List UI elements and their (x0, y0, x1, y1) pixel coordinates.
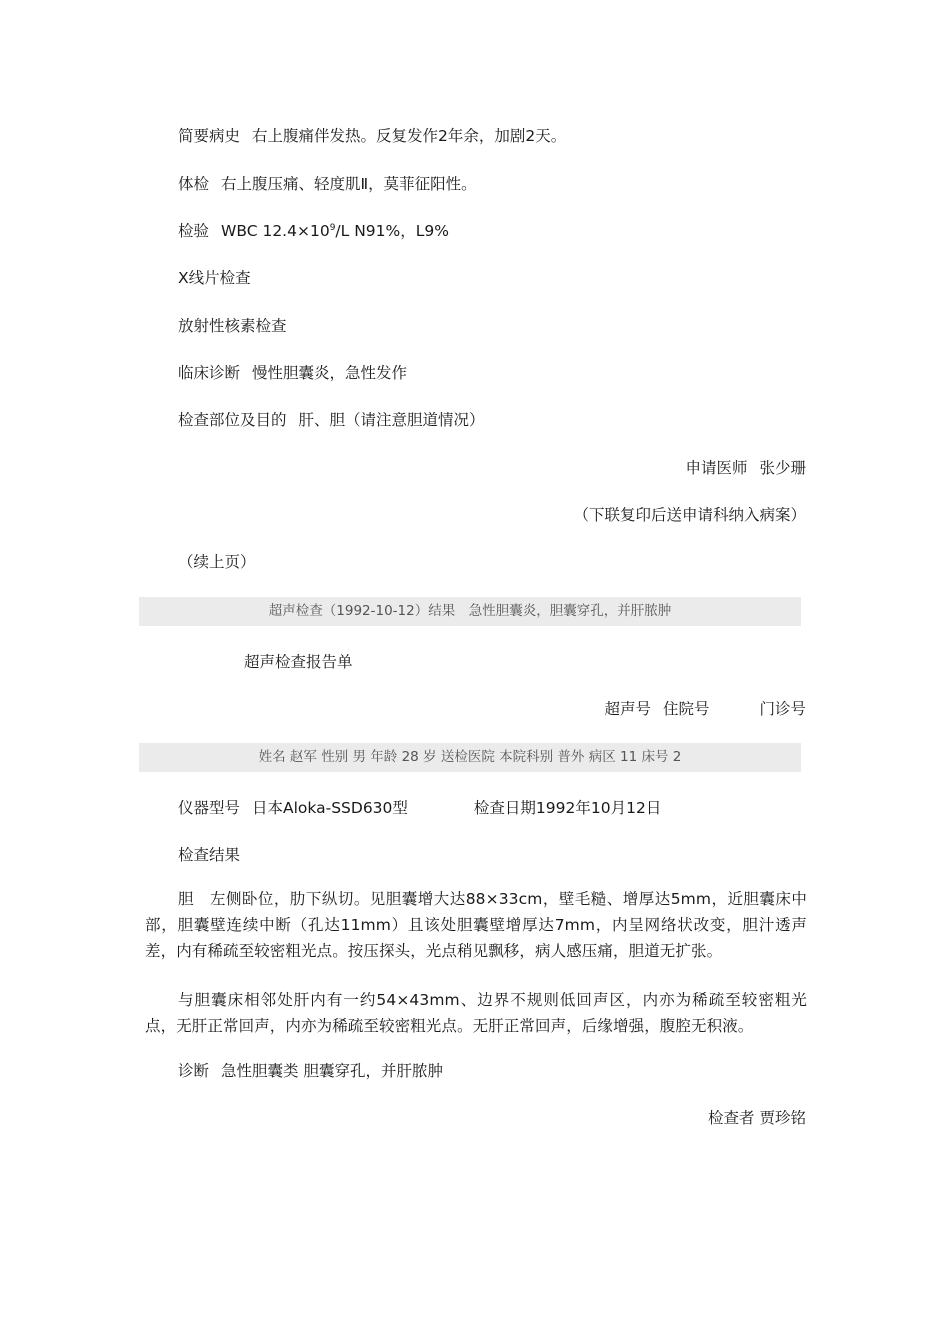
instrument-line (178, 798, 661, 818)
instrument-label: 仪器型号 (178, 799, 241, 817)
patient-info-band: 姓名 赵军 性别 男 年龄 28 岁 送检医院 本院科别 普外 病区 11 床号 2 (139, 743, 801, 772)
nuclear-line (178, 316, 287, 336)
result-summary-band: 超声检查（1992-10-12）结果 急性胆囊炎，胆囊穿孔，并肝脓肿 (139, 597, 801, 626)
exam-label: 体检 (178, 175, 210, 193)
diagnosis-line (178, 1061, 443, 1081)
clinical-diagnosis-value: 慢性胆囊炎，急性发作 (252, 364, 408, 382)
exam-site-value: 肝、胆（请注意胆道情况） (298, 411, 485, 429)
lab-value-exponent: 9 (329, 222, 336, 233)
requesting-doctor-label: 申请医师 (685, 459, 748, 477)
exam-site-line (178, 410, 485, 430)
history-label: 简要病史 (178, 127, 241, 145)
ultrasound-number-label: 超声号 (604, 700, 651, 718)
diagnosis-label: 诊断 (178, 1062, 210, 1080)
exam-date-value: 1992年10月12日 (535, 799, 662, 817)
exam-date-label: 检查日期 (473, 799, 536, 817)
exam-value: 右上腹压痛、轻度肌Ⅱ，莫菲征阳性。 (221, 175, 477, 193)
lab-value-prefix: WBC 12.4×10 (221, 222, 330, 240)
inpatient-number-label: 住院号 (662, 700, 710, 718)
exam-site-label: 检查部位及目的 (178, 411, 287, 429)
clinical-diagnosis-label: 临床诊断 (178, 364, 241, 382)
requesting-doctor-value: 张少珊 (759, 459, 806, 477)
examiner-value: 贾珍铭 (759, 1109, 806, 1127)
result-paragraph-liver: 与胆囊床相邻处肝内有一约54×43mm、边界不规则低回声区，内亦为稀疏至较密粗光点，无肝正常回声，内亦为稀疏至较密粗光点。无肝正常回声，后缘增强，腹腔无积液。 (145, 991, 807, 1035)
history-line (178, 126, 566, 146)
examiner-label: 检查者 (707, 1109, 755, 1127)
diagnosis-value: 急性胆囊类 胆囊穿孔，并肝脓肿 (221, 1062, 443, 1080)
result-paragraph-gallbladder: 胆 左侧卧位，肋下纵切。见胆囊增大达88×33cm，壁毛糙、增厚达5mm，近胆囊床中部，胆囊壁连续中断（孔达11mm）且该处胆囊壁增厚达7mm，内呈网络状改变，胆汁透声差，内有稀疏至较密粗光点。按压探头，光点稍见飘移，病人感压痛，胆道无扩张。 (145, 890, 807, 960)
examiner-line (708, 1108, 806, 1128)
report-title: 超声检查报告单 (244, 653, 353, 671)
history-value: 右上腹痛伴发热。反复发作2年余，加剧2天。 (252, 127, 567, 145)
instrument-value: 日本Aloka-SSD630型 (252, 799, 408, 817)
report-numbers-line (604, 699, 806, 719)
clinical-diagnosis-line (178, 363, 407, 383)
xray-label: X线片检查 (178, 269, 251, 287)
outpatient-number-label: 门诊号 (759, 700, 806, 718)
lab-value-suffix: /L N91%，L9% (335, 222, 449, 240)
copy-note: （下联复印后送申请科纳入病案） (573, 506, 806, 524)
xray-line (178, 268, 251, 288)
nuclear-label: 放射性核素检查 (178, 317, 287, 335)
continued-note: （续上页） (178, 553, 256, 571)
lab-line (178, 221, 449, 241)
lab-label: 检验 (178, 222, 210, 240)
requesting-doctor-line (685, 458, 806, 478)
exam-line (178, 174, 477, 194)
results-heading: 检查结果 (178, 846, 241, 864)
